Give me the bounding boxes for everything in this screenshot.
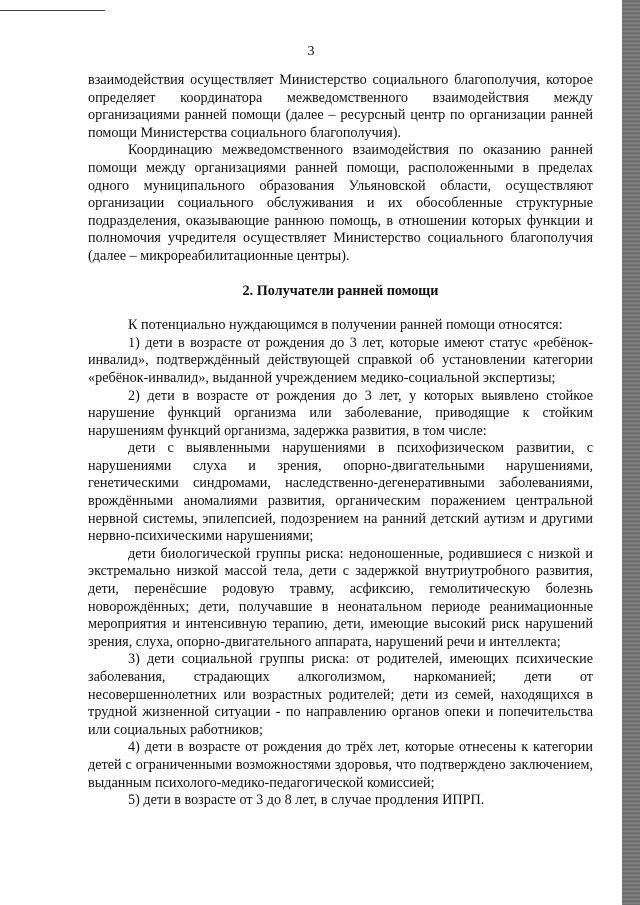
document-body bbox=[88, 72, 593, 810]
scan-edge-shadow bbox=[622, 0, 640, 905]
list-item-2: 2) дети в возрасте от рождения до 3 лет, у которых выявлено стойкое нарушение функций организма или заболевание, приводящие к стойким нарушениям функций организма, задержка развития, в том числе: bbox=[88, 387, 593, 439]
paragraph-coordination: Координацию межведомственного взаимодействия по оказанию ранней помощи между организациями ранней помощи, расположенными в пределах одного муниципального образования Ульяновской области, осуществляют организации социального обслуживания и их обособленные структурные подразделения, оказывающие раннюю помощь, в отношении которых функции и полномочия учредителя осуществляет Министерство социального благополучия (далее – микрореабилитационные центры). bbox=[88, 142, 593, 264]
top-rule bbox=[0, 10, 105, 11]
paragraph-continuation: взаимодействия осуществляет Министерство социального благополучия, которое определяет координатора межведомственного взаимодействия между организациями ранней помощи (далее – ресурсный центр по организации ранней помощи Министерства социального благополучия). bbox=[88, 72, 593, 141]
list-item-2-sub-a: дети с выявленными нарушениями в психофизическом развитии, с нарушениями слуха и зрения, опорно-двигательными нарушениями, генетическими синдромами, наследственно-дегенеративными заболеваниями, врождёнными аномалиями развития, органическим поражением центральной нервной системы, эпилепсией, подозрением на ранний детский аутизм и другими нервно-психическими нарушениями; bbox=[88, 440, 593, 545]
section-heading: 2. Получатели ранней помощи bbox=[242, 282, 439, 299]
list-item-1: 1) дети в возрасте от рождения до 3 лет, которые имеют статус «ребёнок-инвалид», подтверждённый действующей справкой об установлении категории «ребёнок-инвалид», выданной учреждением медико-социальной экспертизы; bbox=[88, 334, 593, 386]
list-item-4: 4) дети в возрасте от рождения до трёх лет, которые отнесены к категории детей с ограниченными возможностями здоровья, что подтверждено заключением, выданным психолого-медико-педагогической комиссией; bbox=[88, 739, 593, 791]
list-item-2-sub-b: дети биологической группы риска: недоношенные, родившиеся с низкой и экстремально низкой массой тела, дети с задержкой внутриутробного развития, дети, перенёсшие родовую травму, асфиксию, гемолитическую болезнь новорождённых; дети, получавшие в неонатальном периоде реанимационные мероприятия и интенсивную терапию, дети, имеющие высокий риск нарушений зрения, слуха, опорно-двигательного аппарата, нарушений речи и интеллекта; bbox=[88, 545, 593, 650]
paragraph-intro: К потенциально нуждающимся в получении ранней помощи относятся: bbox=[128, 317, 563, 334]
page-number: 3 bbox=[307, 44, 315, 59]
list-item-3: 3) дети социальной группы риска: от родителей, имеющих психические заболевания, страдающих алкоголизмом, наркоманией; дети от несовершеннолетних или возрастных родителей; дети из семей, находящихся в трудной жизненной ситуации - по направлению органов опеки и попечительства или социальных работников; bbox=[88, 651, 593, 738]
list-item-5: 5) дети в возрасте от 3 до 8 лет, в случае продления ИПРП. bbox=[128, 792, 485, 809]
